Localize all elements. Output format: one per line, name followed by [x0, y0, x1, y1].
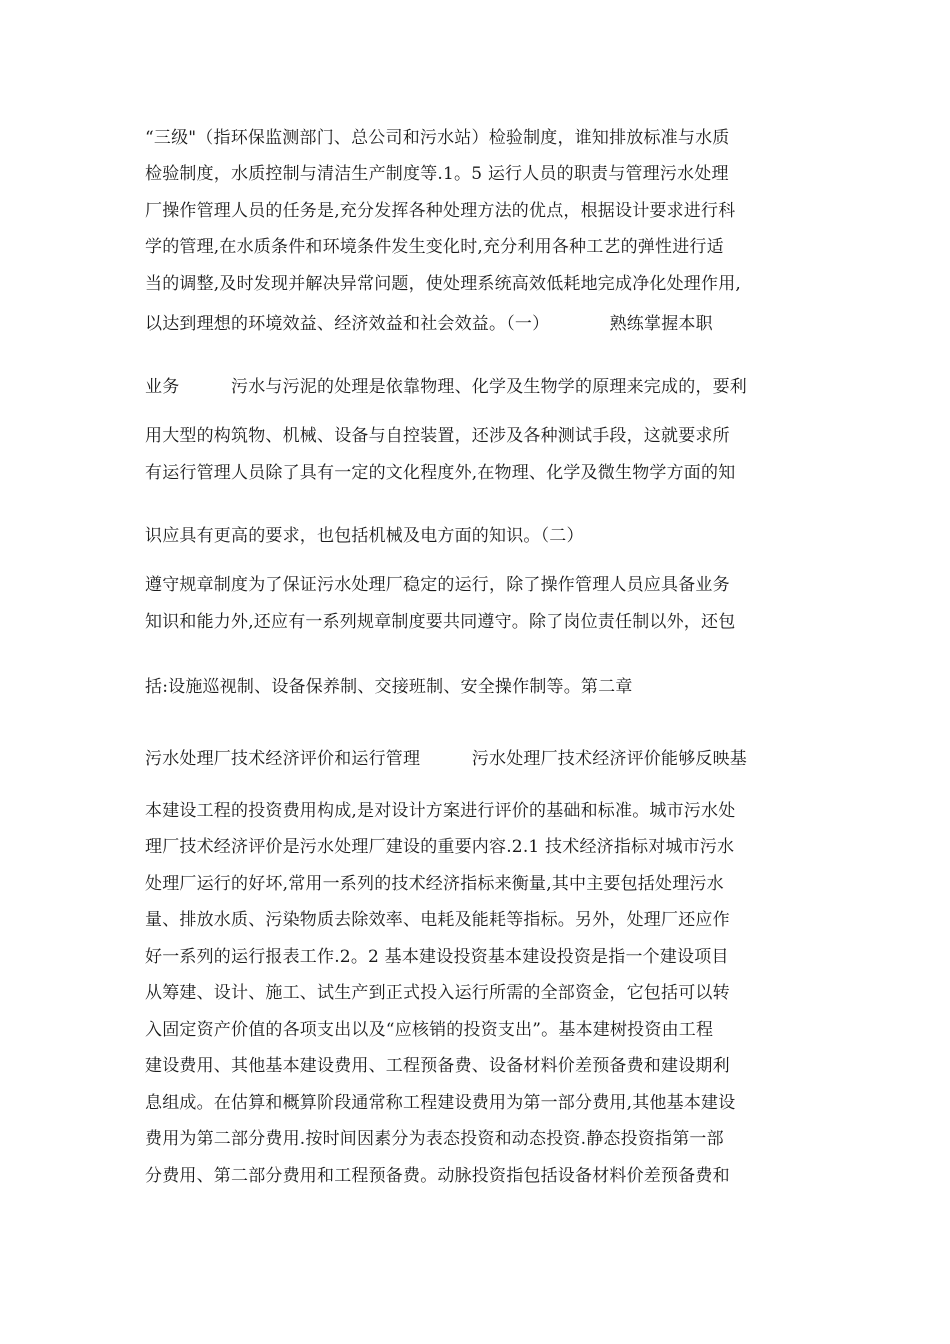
text-line: 识应具有更高的要求，也包括机械及电方面的知识。（二） [145, 526, 584, 546]
text-line: 量、排放水质、污染物质去除效率、电耗及能耗等指标。另外，处理厂还应作 [145, 910, 730, 930]
text-line: 用大型的构筑物、机械、设备与自控装置，还涉及各种测试手段，这就要求所 [145, 426, 730, 446]
text-line: 厂操作管理人员的任务是,充分发挥各种处理方法的优点，根据设计要求进行科 [145, 201, 736, 221]
text-line: 业务 污水与污泥的处理是依靠物理、化学及生物学的原理来完成的，要利 [145, 377, 747, 397]
text-line: 处理厂运行的好坏,常用一系列的技术经济指标来衡量,其中主要包括处理污水 [145, 874, 724, 894]
text-line: 息组成。在估算和概算阶段通常称工程建设费用为第一部分费用,其他基本建设 [145, 1093, 736, 1113]
text-line: 费用为第二部分费用.按时间因素分为表态投资和动态投资.静态投资指第一部 [145, 1129, 724, 1149]
text-line: 分费用、第二部分费用和工程预备费。动脉投资指包括设备材料价差预备费和 [145, 1166, 730, 1186]
text-line: 建设费用、其他基本建设费用、工程预备费、设备材料价差预备费和建设期利 [145, 1056, 730, 1076]
text-line: 检验制度，水质控制与清洁生产制度等.1。5 运行人员的职责与管理污水处理 [145, 164, 729, 184]
text-line: 从筹建、设计、施工、试生产到正式投入运行所需的全部资金，它包括可以转 [145, 983, 730, 1003]
text-line: 本建设工程的投资费用构成,是对设计方案进行评价的基础和标准。城市污水处 [145, 801, 736, 821]
text-line: “三级"（指环保监测部门、总公司和污水站）检验制度，谁知排放标准与水质 [145, 128, 730, 148]
text-line: 入固定资产价值的各项支出以及“应核销的投资支出”。基本建树投资由工程 [145, 1020, 714, 1040]
text-line: 括:设施巡视制、设备保养制、交接班制、安全操作制等。第二章 [145, 677, 633, 697]
text-line: 污水处理厂技术经济评价和运行管理 污水处理厂技术经济评价能够反映基 [145, 749, 747, 769]
text-line: 理厂技术经济评价是污水处理厂建设的重要内容.2.1 技术经济指标对城市污水 [145, 837, 735, 857]
text-line: 以达到理想的环境效益、经济效益和社会效益。（一） 熟练掌握本职 [145, 314, 713, 334]
text-line: 遵守规章制度为了保证污水处理厂稳定的运行，除了操作管理人员应具备业务 [145, 575, 730, 595]
text-line: 当的调整,及时发现并解决异常问题，使处理系统高效低耗地完成净化处理作用, [145, 274, 742, 294]
text-line: 好一系列的运行报表工作.2。2 基本建设投资基本建设投资是指一个建设项目 [145, 947, 729, 967]
text-line: 学的管理,在水质条件和环境条件发生变化时,充分利用各种工艺的弹性进行适 [145, 237, 724, 257]
text-line: 知识和能力外,还应有一系列规章制度要共同遵守。除了岗位责任制以外，还包 [145, 612, 736, 632]
text-line: 有运行管理人员除了具有一定的文化程度外,在物理、化学及微生物学方面的知 [145, 463, 736, 483]
